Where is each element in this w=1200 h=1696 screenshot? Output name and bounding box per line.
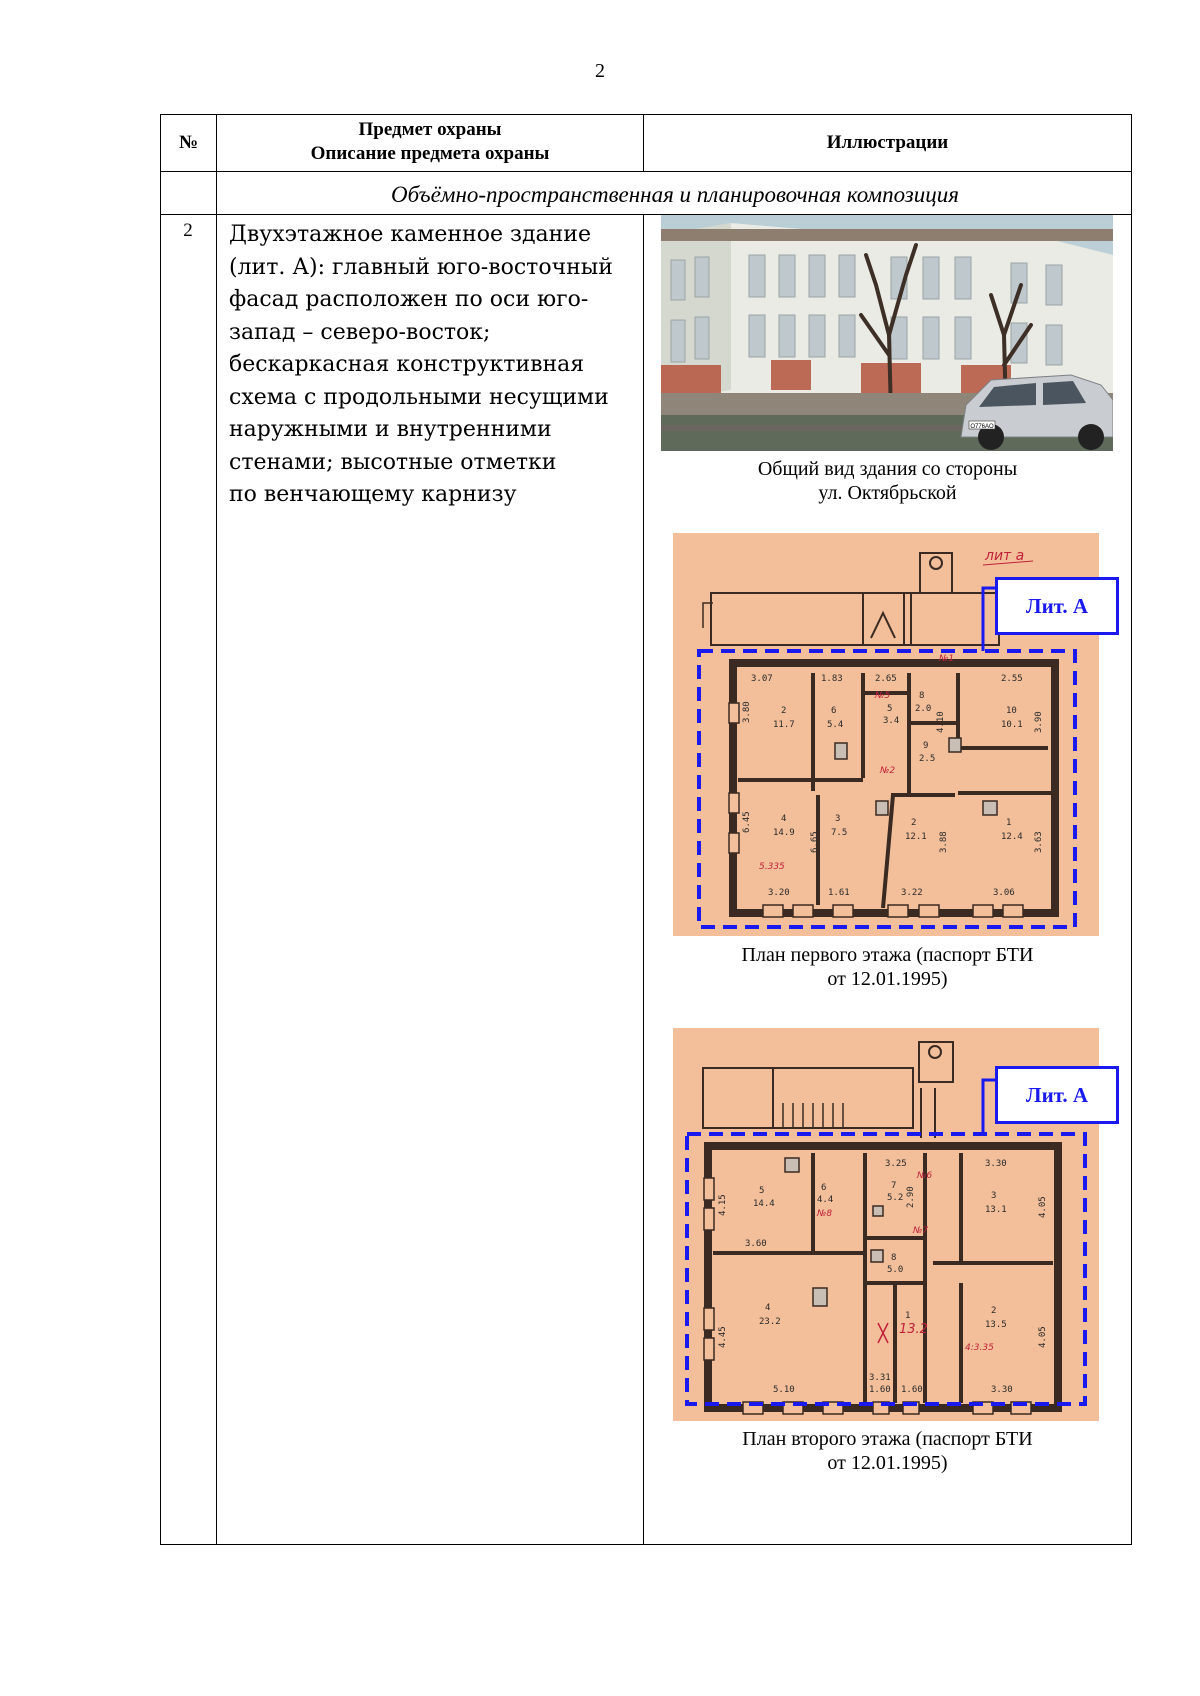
plan2-area: 5.2: [887, 1193, 904, 1203]
car-plate: O776AO: [970, 424, 994, 430]
plan1-area: 10.1: [1001, 720, 1023, 730]
plan1-room: 2: [911, 818, 917, 828]
section-title: Объёмно-пространственная и планировочная композиция: [391, 182, 959, 207]
plan2-room: 8: [891, 1253, 897, 1263]
plan2-dim: 5.10: [773, 1385, 795, 1395]
plan1-room: 3: [835, 814, 841, 824]
plan2-mark: №8: [817, 1209, 833, 1219]
plan2-dim: 4.15: [718, 1194, 728, 1216]
plan2-area: 23.2: [759, 1317, 781, 1327]
plan1-room: 8: [919, 691, 925, 701]
plan1-dim: 3.90: [1034, 711, 1044, 733]
col-divider-1: [216, 114, 217, 1545]
plan1-mark: 5.335: [759, 862, 785, 872]
header-illustrations: Иллюстрации: [826, 132, 949, 153]
plan1-dim: 3.06: [993, 888, 1015, 898]
plan2-area-red: 13.2: [899, 1322, 928, 1337]
description-line: (лит. А): главный юго-восточный: [229, 254, 613, 280]
plan2-room: 2: [991, 1306, 997, 1316]
plan1-room: 1: [1006, 818, 1012, 828]
plan2-room: 4: [765, 1303, 771, 1313]
header-bottom-border: [160, 171, 1132, 172]
description-line: Двухэтажное каменное здание: [229, 222, 591, 247]
plan2-dim: 4.45: [718, 1326, 728, 1348]
plan2-dim: 3.30: [991, 1385, 1013, 1395]
plan1-dim: 2.55: [1001, 674, 1023, 684]
plan1-room: 6: [831, 706, 837, 716]
plan1-caption: [644, 943, 1131, 991]
plan1-caption-line2: от 12.01.1995): [827, 968, 948, 990]
plan1-area: 5.4: [827, 720, 844, 730]
plan2-room: 6: [821, 1183, 827, 1193]
plan1-dim: 3.63: [1034, 831, 1044, 853]
plan2-dim: 3.25: [885, 1159, 907, 1169]
description-line: фасад расположен по оси юго-: [229, 287, 589, 312]
plan2-mark: 4:3.35: [965, 1343, 994, 1353]
plan1-dim: 6.65: [810, 831, 820, 853]
plan1-area: 7.5: [831, 828, 848, 838]
plan1-dim: 2.65: [875, 674, 897, 684]
plan1-caption-line1: План первого этажа (паспорт БТИ: [741, 944, 1034, 966]
plan1-mark: №2: [880, 766, 896, 776]
plan2-area: 14.4: [753, 1199, 775, 1209]
description-line: запад – северо-восток;: [229, 319, 491, 345]
table-left-border: [160, 114, 161, 1545]
plan1-area: 12.4: [1001, 832, 1023, 842]
plan2-dim: 3.30: [985, 1159, 1007, 1169]
plan2-dim: 1.60: [901, 1385, 923, 1395]
plan1-dim: 1.83: [821, 674, 843, 684]
plan2-lit-a-label: Лит. А: [995, 1066, 1119, 1124]
description-line: стенами; высотные отметки: [229, 449, 557, 475]
plan2-room: 1: [905, 1311, 911, 1321]
plan1-dim: 3.22: [901, 888, 923, 898]
plan2-area: 5.0: [887, 1265, 904, 1275]
plan2-mark: №7: [913, 1226, 929, 1236]
row-number: 2: [183, 220, 193, 241]
row-description: [229, 219, 649, 512]
plan2-area: 4.4: [817, 1195, 834, 1205]
plan1-area: 3.4: [883, 716, 900, 726]
plan1-room: 10: [1006, 706, 1017, 716]
plan2-dim: 2.90: [906, 1186, 916, 1208]
description-line: схема с продольными несущими: [229, 384, 609, 410]
plan2-dim: 3.31: [869, 1373, 891, 1383]
plan1-lit-a-label: Лит. А: [995, 577, 1119, 635]
plan1-room: 5: [887, 704, 893, 714]
plan1-area: 2.0: [915, 704, 932, 714]
plan1-mark: №1: [939, 654, 955, 664]
plan1-dim: 3.20: [768, 888, 790, 898]
plan2-mark: №6: [917, 1171, 933, 1181]
plan1-dim: 3.80: [742, 701, 752, 723]
description-line: по венчающему карнизу: [229, 482, 517, 507]
plan2-room: 3: [991, 1191, 997, 1201]
plan1-area: 12.1: [905, 832, 927, 842]
header-subject-line1: Предмет охраны: [358, 119, 502, 140]
photo-caption-line1: Общий вид здания со стороны: [757, 458, 1018, 480]
table-bottom-border: [160, 1544, 1132, 1545]
building-photo: [661, 215, 1113, 451]
plan2-dim: 3.60: [745, 1239, 767, 1249]
plan2-dim: 1.60: [869, 1385, 891, 1395]
page-number: 2: [595, 60, 605, 82]
plan2-dim: 4.05: [1038, 1326, 1048, 1348]
plan1-area: 14.9: [773, 828, 795, 838]
plan2-room: 5: [759, 1186, 765, 1196]
plan2-room: 7: [891, 1181, 897, 1191]
photo-caption: [644, 457, 1131, 505]
plan1-room: 4: [781, 814, 787, 824]
plan2-caption-line1: План второго этажа (паспорт БТИ: [742, 1428, 1033, 1450]
plan2-area: 13.1: [985, 1205, 1007, 1215]
photo-caption-line2: ул. Октябрьской: [818, 482, 957, 504]
plan2-dim: 4.05: [1038, 1196, 1048, 1218]
plan1-dim: 4.10: [936, 711, 946, 733]
header-number: №: [178, 132, 199, 153]
plan1-area: 11.7: [773, 720, 795, 730]
plan1-dim: 3.88: [939, 831, 949, 853]
description-line: бескаркасная конструктивная: [229, 352, 585, 377]
plan1-area: 2.5: [919, 754, 936, 764]
plan2-caption-line2: от 12.01.1995): [827, 1452, 948, 1474]
plan1-dim: 6.45: [742, 811, 752, 833]
plan1-room: 9: [923, 741, 929, 751]
plan1-handwritten-lit: лит а: [985, 548, 1025, 564]
plan2-area: 13.5: [985, 1320, 1007, 1330]
description-line: наружными и внутренними: [229, 417, 552, 442]
header-subject-line2: Описание предмета охраны: [310, 143, 550, 164]
header-subject: [217, 118, 643, 166]
plan1-dim: 3.07: [751, 674, 773, 684]
plan1-dim: 1.61: [828, 888, 850, 898]
table-right-border: [1131, 114, 1132, 1545]
plan1-mark: №5: [875, 691, 891, 701]
plan1-room: 2: [781, 706, 787, 716]
plan2-caption: [644, 1427, 1131, 1475]
